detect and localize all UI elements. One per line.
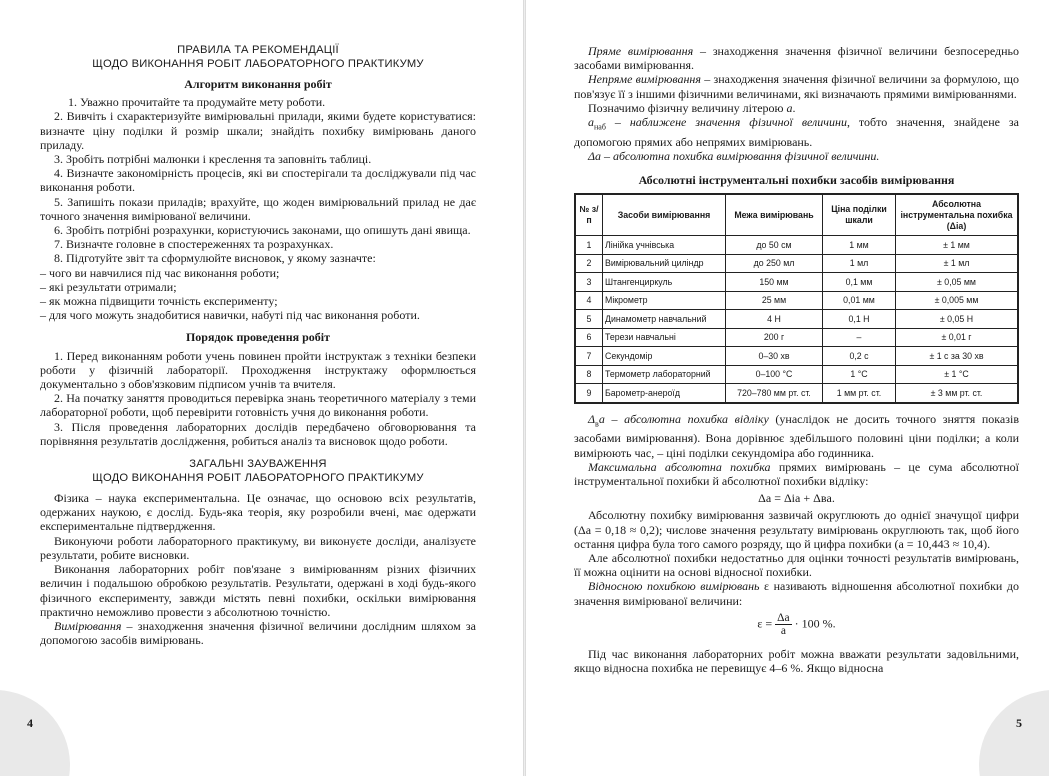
term: Непряме вимірювання (588, 72, 701, 87)
table-cell: 200 г (726, 328, 823, 347)
paragraph (574, 149, 1019, 163)
paragraph (574, 44, 1019, 72)
right-page (526, 0, 1049, 776)
table-cell: ± 1 мл (896, 254, 1019, 273)
table-cell: 720–780 мм рт. ст. (726, 384, 823, 403)
table-row (575, 384, 1018, 403)
list-item: 3. Зробіть потрібні малюнки і креслення та заповніть таблиці. (54, 152, 372, 167)
list-item: 2. Вивчіть і схарактеризуйте вимірювальні прилади, якими будете користуватися: визначте ціну поділки й розмір шкали; знайдіть похибку вимірювань даного приладу. (40, 109, 476, 152)
term: Максимальна абсолютна похибка (588, 459, 771, 474)
fraction-numerator: Δa (777, 611, 790, 624)
paragraph (574, 101, 1019, 115)
table-title: Абсолютні інструментальні похибки засобів вимірювання (638, 173, 955, 188)
subheading-algorithm: Алгоритм виконання робіт (184, 77, 332, 91)
list-item: 1. Перед виконанням роботи учень повинен пройти інструктаж з техніки безпеки роботи у фізичній лабораторії. Проходження інструктажу оформлюється документально з обов'язковим підписом учнів та вчителя. (40, 348, 476, 392)
list-item: 7. Визначте головне в спостереженнях та розрахунках. (54, 237, 334, 252)
formula-max-error: Δa = Δіa + Δвa. (758, 491, 835, 506)
left-page (0, 0, 524, 776)
table-cell: 0,1 мм (823, 273, 896, 292)
variable: a (588, 115, 594, 130)
list-item: 2. На початку заняття проводиться перевірка знань теоретичного матеріалу з теми лабораторної роботи, щоб перевірити готовність учня до виконання роботи. (40, 391, 476, 420)
page-number: 5 (1016, 716, 1022, 730)
table-cell: 0,1 Н (823, 310, 896, 329)
heading-line: ЗАГАЛЬНІ ЗАУВАЖЕННЯ (189, 458, 327, 471)
variable: a (598, 411, 605, 426)
bullet-item: – чого ви навчилися під час виконання роботи; (40, 265, 280, 280)
variable: a (786, 100, 793, 115)
term: Відносною похибкою вимірювань (588, 579, 760, 594)
table-cell: ± 3 мм рт. ст. (896, 384, 1019, 403)
paragraph: Виконання лабораторних робіт пов'язане з вимірюванням різних фізичних величин і подальшою обробкою результатів. Результати, одержані в ході будь-якого фізичного експерименту, завжди містять певні похибки, оскільки вимірювання практично неможливо провести з абсолютною точністю. (40, 562, 476, 619)
bullet-item: – як можна підвищити точність експерименту; (40, 294, 278, 309)
table-cell: Секундомір (603, 347, 726, 366)
paragraph: Виконуючи роботи лабораторного практикуму, ви виконуєте досліди, аналізуєте результати, робите висновки. (40, 533, 476, 562)
page-corner-decoration (0, 690, 70, 776)
formula-relative-error (574, 612, 1019, 637)
paragraph: Але абсолютної похибки недостатньо для оцінки точності результатів вимірювань, її можна оцінити на основі відносної похибки. (574, 550, 1019, 580)
table-cell: 1 мл (823, 254, 896, 273)
heading-line: ЩОДО ВИКОНАННЯ РОБІТ ЛАБОРАТОРНОГО ПРАКТИКУМУ (92, 471, 424, 484)
table-cell: 1 °С (823, 365, 896, 384)
table-cell: 1 мм рт. ст. (823, 384, 896, 403)
list-item: 4. Визначте закономірність процесів, які ви спостерігали та досліджували під час виконання роботи. (40, 166, 476, 195)
paragraph (574, 460, 1019, 488)
column-header: Абсолютна інструментальна похибка (Δіа) (896, 194, 1019, 236)
table-row (575, 273, 1018, 292)
left-page-content (40, 44, 476, 647)
bullet-item: – які результати отримали; (40, 279, 177, 294)
table-cell: Вимірювальний циліндр (603, 254, 726, 273)
definition: ε називають відношення абсолютної похибки до значення вимірюваної величини: (574, 579, 1019, 608)
definition: – знаходження значення фізичної величини дослідним шляхом за допомогою засобів вимірювань. (40, 618, 476, 648)
table-cell: ± 0,05 мм (896, 273, 1019, 292)
column-header: Ціна поділки шкали (823, 194, 896, 236)
subheading-procedure: Порядок проведення робіт (185, 330, 331, 345)
table-cell: Мікрометр (603, 291, 726, 310)
term: – абсолютна похибка вимірювання фізичної величини. (601, 148, 880, 163)
table-cell: 0–100 °С (726, 365, 823, 384)
paragraph (574, 579, 1019, 607)
table-cell: ± 1 с за 30 хв (896, 347, 1019, 366)
term: – наближене значення фізичної величини (605, 115, 847, 130)
text: . (792, 100, 796, 115)
paragraph (574, 115, 1019, 149)
list-item: 1. Уважно прочитайте та продумайте мету роботи. (68, 95, 326, 110)
table-cell: 5 (575, 310, 603, 329)
page-number: 4 (27, 716, 33, 730)
text: Позначимо фізичну величину літерою (588, 100, 787, 115)
fraction-denominator: a (780, 624, 786, 637)
table-cell: 4 (575, 291, 603, 310)
table-cell: 7 (575, 347, 603, 366)
paragraph: Під час виконання лабораторних робіт можна вважати результати задовільними, якщо відносна похибка не перевищує 4–6 %. Якщо відносна (574, 646, 1019, 675)
term: – абсолютна похибка відліку (604, 411, 769, 426)
table-cell: ± 0,05 Н (896, 310, 1019, 329)
fraction (775, 612, 792, 637)
table-cell: 0,01 мм (823, 291, 896, 310)
table-row (575, 365, 1018, 384)
term: Пряме вимірювання (588, 44, 694, 58)
table-cell: ± 0,005 мм (896, 291, 1019, 310)
definition: (унаслідок не досить точного зняття показів засобами вимірювання). Вона дорівнює здебільшого половині ціни поділки; а коли вимірюють час, – ціні поділки секундоміра або годинника. (574, 411, 1019, 460)
table-cell: Штангенциркуль (603, 273, 726, 292)
definition: – знаходження значення фізичної величини безпосередньо засобами вимірювання. (574, 44, 1020, 73)
table-header-row (575, 194, 1018, 236)
paragraph (574, 72, 1019, 100)
heading-line: ЩОДО ВИКОНАННЯ РОБІТ ЛАБОРАТОРНОГО ПРАКТИКУМУ (92, 57, 424, 70)
formula-right: · 100 %. (794, 616, 836, 630)
section-heading (40, 458, 476, 485)
table-cell: Барометр-анероїд (603, 384, 726, 403)
term: Вимірювання (54, 618, 122, 633)
heading-line: ПРАВИЛА ТА РЕКОМЕНДАЦІЇ (177, 44, 339, 56)
paragraph (40, 619, 476, 647)
table-cell: 2 (575, 254, 603, 273)
column-header: № з/п (575, 194, 603, 236)
right-page-content (574, 44, 1019, 675)
paragraph: Фізика – наука експериментальна. Це означає, що основою всіх результатів, одержаних наукою, є дослід. Будь-яка теорія, яку розробили вчені, має одержати експериментальне підтвердження. (40, 491, 476, 534)
table-cell: 1 (575, 236, 603, 255)
table-cell: Динамометр навчальний (603, 310, 726, 329)
variable: Δa (588, 148, 602, 163)
table-cell: ± 1 мм (896, 236, 1019, 255)
formula-left: ε = (757, 616, 773, 630)
table-cell: 25 мм (726, 291, 823, 310)
table-cell: 4 Н (726, 310, 823, 329)
list-item: 5. Запишіть покази приладів; врахуйте, що жоден вимірювальний прилад не дає точного значення вимірюваної величини. (40, 194, 476, 223)
table-cell: 0,2 с (823, 347, 896, 366)
errors-table (574, 193, 1019, 404)
table-cell: ± 1 °С (896, 365, 1019, 384)
bullet-item: – для чого можуть знадобитися навички, набуті під час виконання роботи. (40, 308, 420, 323)
table-row (575, 310, 1018, 329)
list-item: 8. Підготуйте звіт та сформулюйте висновок, у якому зазначте: (54, 251, 376, 266)
table-cell: 150 мм (726, 273, 823, 292)
table-cell: Терези навчальні (603, 328, 726, 347)
table-cell: до 50 см (726, 236, 823, 255)
page-corner-decoration (979, 690, 1049, 776)
table-cell: 3 (575, 273, 603, 292)
table-cell: 6 (575, 328, 603, 347)
table-cell: 0–30 хв (726, 347, 823, 366)
column-header: Межа вимірювань (726, 194, 823, 236)
table-cell: до 250 мл (726, 254, 823, 273)
table-cell: 1 мм (823, 236, 896, 255)
definition: , тобто значення, знайдене за допомогою прямих або непрямих вимірювань. (574, 115, 1019, 149)
table-cell: ± 0,01 г (896, 328, 1019, 347)
table-row (575, 291, 1018, 310)
paragraph (574, 412, 1019, 460)
table-cell: – (823, 328, 896, 347)
table-body (575, 236, 1018, 403)
table-cell: 8 (575, 365, 603, 384)
subscript: в (595, 419, 599, 429)
list-item: 6. Зробіть потрібні розрахунки, користуючись законами, що опишуть дані явища. (54, 223, 471, 238)
paragraph: Абсолютну похибку вимірювання зазвичай округлюють до однієї значущої цифри (Δa = 0,18 ≈ 0,2); числове значення результату вимірювань округлюють так, щоб його остання цифра була того самого розряду, що й цифра похибки (a = 10,443 ≈ 10,4). (574, 508, 1019, 551)
list-item: 3. Після проведення лабораторних дослідів передбачено обговорювання та порівняння результатів дослідження, робиться аналіз та висновок щодо роботи. (40, 419, 476, 448)
section-heading (40, 44, 476, 71)
table-cell: Лінійка учнівська (603, 236, 726, 255)
table-row (575, 347, 1018, 366)
subscript: наб (594, 122, 606, 132)
table-row (575, 254, 1018, 273)
table-row (575, 236, 1018, 255)
definition: – знаходження значення фізичної величини за формулою, що пов'язує її з іншими фізичними величинами, які визначають прямими вимірюваннями. (574, 72, 1019, 101)
column-header: Засоби вимірювання (603, 194, 726, 236)
variable: Δ (588, 411, 596, 426)
table-row (575, 328, 1018, 347)
table-cell: Термометр лабораторний (603, 365, 726, 384)
table-cell: 9 (575, 384, 603, 403)
definition: прямих вимірювань – це сума абсолютної інструментальної похибки й абсолютної похибки відліку: (574, 459, 1019, 488)
